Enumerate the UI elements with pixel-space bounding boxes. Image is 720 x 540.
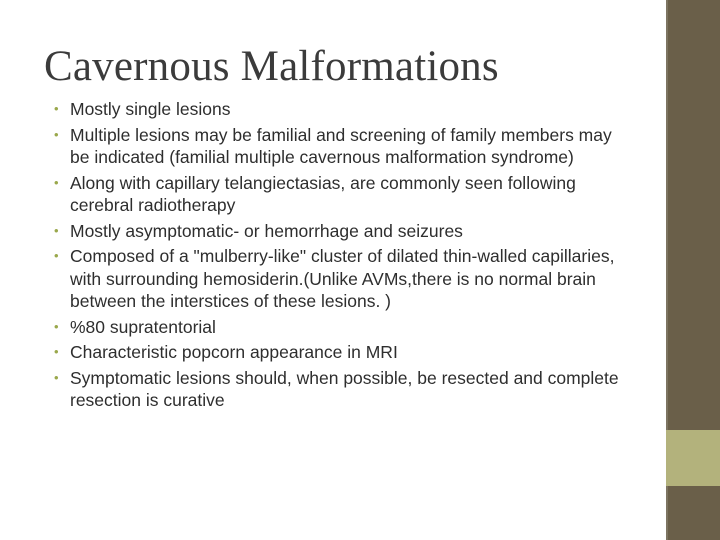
bullet-dot-icon: •	[54, 174, 59, 190]
bullet-text: Mostly single lesions	[70, 99, 231, 119]
sidebar-accent-block	[666, 430, 720, 486]
bullet-item	[52, 367, 632, 412]
bullet-item	[52, 341, 632, 364]
bullet-dot-icon: •	[54, 126, 59, 142]
bullet-item	[52, 220, 632, 243]
bullet-item	[52, 124, 632, 169]
bullet-item	[52, 245, 632, 313]
bullet-dot-icon: •	[54, 318, 59, 334]
bullet-dot-icon: •	[54, 101, 59, 116]
bullet-dot-icon: •	[54, 344, 59, 359]
bullet-text: Characteristic popcorn appearance in MRI	[70, 342, 398, 362]
bullet-item	[52, 98, 632, 121]
bullet-text: Composed of a "mulberry-like" cluster of dilated thin-walled capillaries, with surrounding hemosiderin.(Unlike AVMs,there is no normal brain between the interstices of these lesions. )	[70, 246, 615, 311]
bullet-text: Mostly asymptomatic- or hemorrhage and seizures	[70, 220, 463, 241]
slide-title: Cavernous Malformations	[44, 43, 499, 90]
bullet-dot-icon: •	[54, 222, 59, 238]
bullet-list	[52, 98, 632, 415]
bullet-item	[52, 316, 632, 339]
bullet-text: Multiple lesions may be familial and screening of family members may be indicated (familial multiple cavernous malformation syndrome)	[70, 124, 612, 167]
bullet-text: %80 supratentorial	[70, 316, 216, 337]
bullet-text: Along with capillary telangiectasias, are commonly seen following cerebral radiotherapy	[70, 172, 576, 215]
bullet-item	[52, 172, 632, 217]
bullet-dot-icon: •	[54, 369, 59, 385]
bullet-dot-icon: •	[54, 248, 59, 263]
bullet-text: Symptomatic lesions should, when possible, be resected and complete resection is curative	[70, 367, 619, 410]
decorative-sidebar	[666, 0, 720, 540]
